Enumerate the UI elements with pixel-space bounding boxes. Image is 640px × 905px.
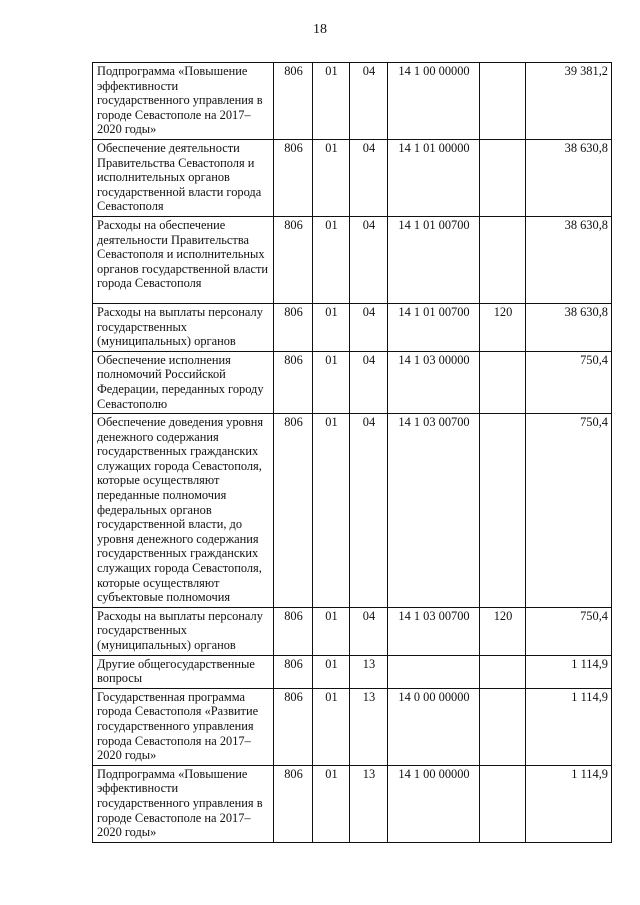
row-name-cell: Обеспечение исполнения полномочий Российской Федерации, переданных городу Севастополю	[93, 351, 274, 413]
table-row	[93, 303, 612, 351]
amount-cell: 1 114,9	[526, 765, 612, 842]
section-code-cell: 01	[313, 655, 350, 688]
amount-cell: 38 630,8	[526, 303, 612, 351]
subsection-code-cell: 04	[350, 414, 388, 608]
gov-code-cell: 806	[274, 655, 313, 688]
target-article-cell: 14 1 01 00700	[388, 303, 480, 351]
section-code-cell: 01	[313, 688, 350, 765]
expense-type-cell	[480, 765, 526, 842]
expense-type-cell	[480, 63, 526, 140]
row-name-cell: Государственная программа города Севастополя «Развитие государственного управления города Севастополя на 2017–2020 годы»	[93, 688, 274, 765]
section-code-cell: 01	[313, 303, 350, 351]
row-name-cell: Обеспечение деятельности Правительства Севастополя и исполнительных органов государственной власти города Севастополя	[93, 139, 274, 216]
subsection-code-cell: 04	[350, 139, 388, 216]
subsection-code-cell: 04	[350, 216, 388, 303]
amount-cell: 1 114,9	[526, 655, 612, 688]
gov-code-cell: 806	[274, 607, 313, 655]
expense-type-cell	[480, 139, 526, 216]
table-row	[93, 139, 612, 216]
subsection-code-cell: 04	[350, 351, 388, 413]
target-article-cell: 14 1 00 00000	[388, 765, 480, 842]
expense-type-cell: 120	[480, 607, 526, 655]
row-name-cell: Расходы на обеспечение деятельности Правительства Севастополя и исполнительных органов государственной власти города Севастополя	[93, 216, 274, 303]
row-name-cell: Другие общегосударственные вопросы	[93, 655, 274, 688]
expense-type-cell	[480, 216, 526, 303]
gov-code-cell: 806	[274, 765, 313, 842]
expense-type-cell: 120	[480, 303, 526, 351]
section-code-cell: 01	[313, 216, 350, 303]
section-code-cell: 01	[313, 351, 350, 413]
row-name-cell: Подпрограмма «Повышение эффективности государственного управления в городе Севастополе на 2017–2020 годы»	[93, 765, 274, 842]
expense-type-cell	[480, 688, 526, 765]
target-article-cell: 14 1 03 00000	[388, 351, 480, 413]
gov-code-cell: 806	[274, 216, 313, 303]
expense-type-cell	[480, 351, 526, 413]
table-row	[93, 414, 612, 608]
budget-table	[92, 62, 612, 843]
amount-cell: 38 630,8	[526, 139, 612, 216]
subsection-code-cell: 13	[350, 655, 388, 688]
subsection-code-cell: 04	[350, 607, 388, 655]
gov-code-cell: 806	[274, 688, 313, 765]
amount-cell: 750,4	[526, 414, 612, 608]
amount-cell: 38 630,8	[526, 216, 612, 303]
target-article-cell: 14 1 01 00700	[388, 216, 480, 303]
target-article-cell: 14 0 00 00000	[388, 688, 480, 765]
row-name-cell: Расходы на выплаты персоналу государственных (муниципальных) органов	[93, 607, 274, 655]
row-name-cell: Подпрограмма «Повышение эффективности государственного управления в городе Севастополе на 2017–2020 годы»	[93, 63, 274, 140]
section-code-cell: 01	[313, 63, 350, 140]
table-row	[93, 607, 612, 655]
subsection-code-cell: 04	[350, 63, 388, 140]
subsection-code-cell: 13	[350, 765, 388, 842]
gov-code-cell: 806	[274, 63, 313, 140]
page-number: 18	[313, 22, 327, 37]
table-row	[93, 351, 612, 413]
subsection-code-cell: 13	[350, 688, 388, 765]
target-article-cell	[388, 655, 480, 688]
gov-code-cell: 806	[274, 139, 313, 216]
section-code-cell: 01	[313, 765, 350, 842]
gov-code-cell: 806	[274, 303, 313, 351]
target-article-cell: 14 1 03 00700	[388, 414, 480, 608]
table-row	[93, 63, 612, 140]
section-code-cell: 01	[313, 414, 350, 608]
expense-type-cell	[480, 655, 526, 688]
target-article-cell: 14 1 00 00000	[388, 63, 480, 140]
expense-type-cell	[480, 414, 526, 608]
gov-code-cell: 806	[274, 414, 313, 608]
gov-code-cell: 806	[274, 351, 313, 413]
amount-cell: 39 381,2	[526, 63, 612, 140]
amount-cell: 750,4	[526, 607, 612, 655]
budget-table-body	[93, 63, 612, 843]
table-row	[93, 655, 612, 688]
amount-cell: 750,4	[526, 351, 612, 413]
subsection-code-cell: 04	[350, 303, 388, 351]
section-code-cell: 01	[313, 139, 350, 216]
row-name-cell: Расходы на выплаты персоналу государственных (муниципальных) органов	[93, 303, 274, 351]
table-row	[93, 688, 612, 765]
amount-cell: 1 114,9	[526, 688, 612, 765]
target-article-cell: 14 1 01 00000	[388, 139, 480, 216]
row-name-cell: Обеспечение доведения уровня денежного содержания государственных гражданских служащих города Севастополя, которые осуществляют переданные полномочия федеральных органов государственной власти, до уровня денежного содержания государственных гражданских служащих города Севастополя, которые осуществляют субъектовые полномочия	[93, 414, 274, 608]
section-code-cell: 01	[313, 607, 350, 655]
target-article-cell: 14 1 03 00700	[388, 607, 480, 655]
table-row	[93, 216, 612, 303]
table-row	[93, 765, 612, 842]
